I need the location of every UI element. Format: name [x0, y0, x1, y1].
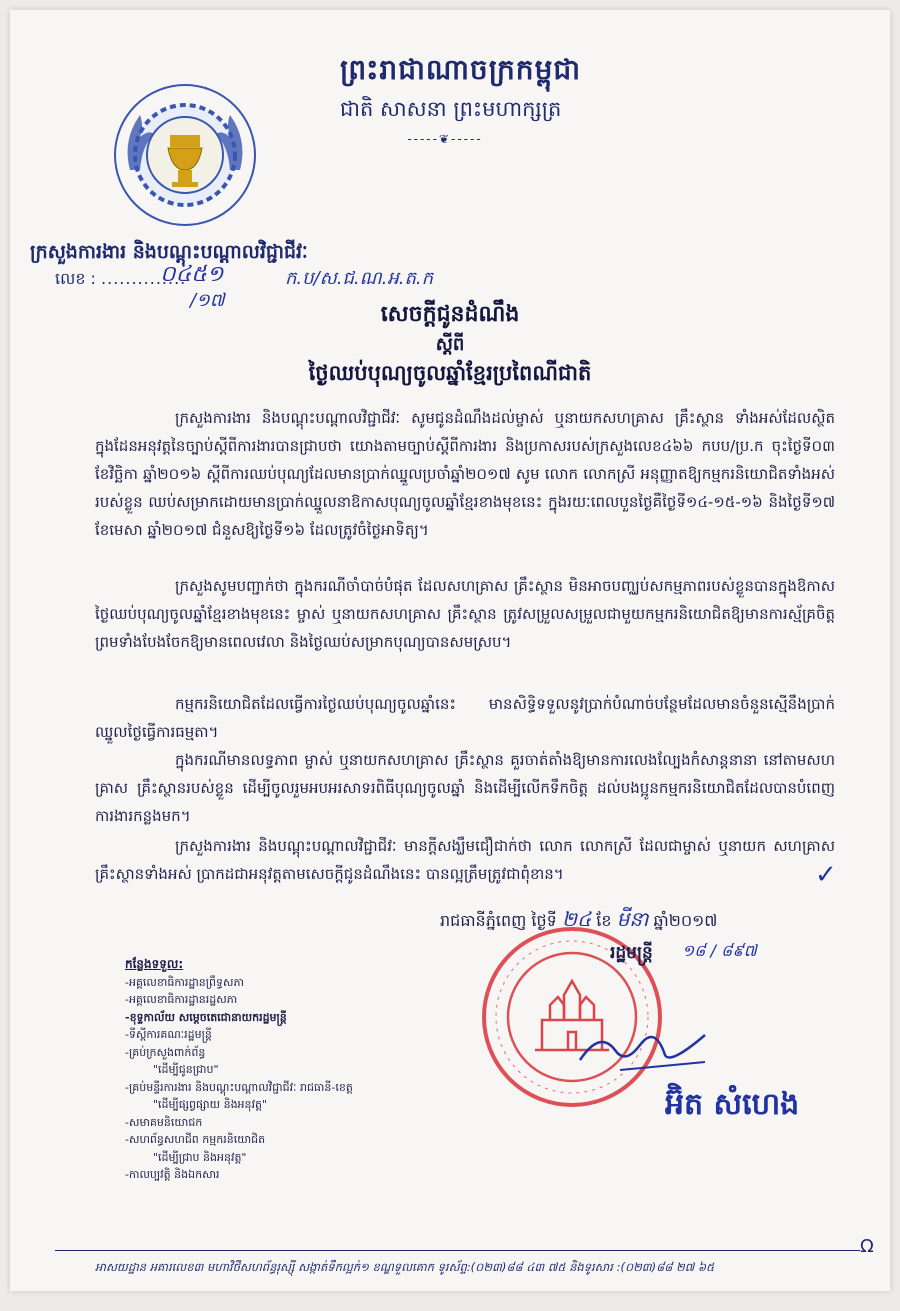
date-place: រាជធានីភ្នំពេញ ថ្ងៃទី — [440, 911, 557, 930]
reference-label: លេខ : — [55, 269, 96, 288]
recipient-item: -គ្រប់ក្រសួងពាក់ព័ន្ធ — [125, 1045, 206, 1059]
footer-address: អាសយដ្ឋាន អគារលេខ៣ មហាវិថីសហព័ន្ធរុស្ស៊ី សង្កាត់ទឹកល្អក់១ ខណ្ឌទួលគោក ទូរស័ព្ទ:(០២៣)៨៨ ៤៣ ៧៥ និងទូរសារ :(០២៣)៨៨ ២៧ ៦៥ — [95, 1260, 715, 1274]
recipient-item: -សហព័ន្ធសហជីព កម្មករនិយោជិត — [125, 1133, 266, 1146]
header-ornament: -----❦----- — [407, 132, 483, 146]
date-day: ២៤ — [561, 907, 592, 931]
ministry-emblem-icon — [110, 80, 260, 230]
reference-number: ០៤៥១ — [160, 262, 224, 287]
recipients-list — [125, 956, 353, 1184]
recipient-item: "ដើម្បីជ្រាប និងអនុវត្ត" — [153, 1150, 247, 1164]
recipient-item: -គ្រប់មន្ទីរការងារ និងបណ្តុះបណ្តាលវិជ្ជាជីវៈ រាជធានី-ខេត្ត — [125, 1080, 353, 1094]
nation-motto: ជាតិ សាសនា ព្រះមហាក្សត្រ — [340, 97, 562, 121]
signature-icon — [570, 1020, 710, 1080]
recipient-item: -ខុទ្ទកាល័យ សម្តេចតេជោនាយករដ្ឋមន្ត្រី — [125, 1010, 287, 1024]
ministry-name: ក្រសួងការងារ និងបណ្តុះបណ្តាលវិជ្ជាជីវៈ — [30, 241, 308, 263]
date-year: ឆ្នាំ២០១៧ — [653, 911, 718, 930]
notice-about: ស្តីពី — [435, 334, 465, 355]
reference-year: /១៧ — [190, 290, 225, 311]
body-paragraph: ក្រសួងការងារ និងបណ្តុះបណ្តាលវិជ្ជាជីវៈ សូមជូនដំណឹងដល់ម្ចាស់ ឬនាយកសហគ្រាស គ្រឹះស្ថាន ទាំងអស់ដែលស្ថិតក្នុងដែនអនុវត្តនៃច្បាប់ស្តីពីការងារបានជ្រាបថា យោងតាមច្បាប់ស្តីពីការងារ និងប្រកាសរបស់ក្រសួងលេខ៤៦៦ កបប/ប្រ.ក ចុះថ្ងៃទី០៣ ខែវិច្ឆិកា ឆ្នាំ២០១៦ ស្តីពីការឈប់បុណ្យដែលមានប្រាក់ឈ្នួលប្រចាំឆ្នាំ២០១៧ សូម លោក លោកស្រី អនុញ្ញាតឱ្យកម្មករនិយោជិតទាំងអស់របស់ខ្លួន ឈប់សម្រាកដោយមានប្រាក់ឈ្នួលនាឱកាសបុណ្យចូលឆ្នាំខ្មែរខាងមុខនេះ ក្នុងរយៈពេលបួនថ្ងៃគឺថ្ងៃទី១៤-១៥-១៦ និងថ្ងៃទី១៧ ខែមេសា ឆ្នាំ២០១៧ ជំនួសឱ្យថ្ងៃទី១៦ ដែលត្រូវចំថ្ងៃអាទិត្យ។ — [95, 409, 835, 539]
body-paragraph: ក្នុងករណីមានលទ្ធភាព ម្ចាស់ ឬនាយកសហគ្រាស គ្រឹះស្ថាន គួរចាត់តាំងឱ្យមានការលេងល្បែងកំសាន្តនានា នៅតាមសហគ្រាស គ្រឹះស្ថានរបស់ខ្លួន ដើម្បីចូលរួមអបអរសាទរពិធីបុណ្យចូលឆ្នាំ និងដើម្បីលើកទឹកចិត្ត ដល់បងប្អូនកម្មករនិយោជិតដែលបានបំពេញការងារកន្លងមក។ — [95, 751, 835, 825]
document-page — [10, 10, 890, 1291]
recipient-item: -អគ្គលេខាធិការដ្ឋានរដ្ឋសភា — [125, 993, 238, 1006]
handwritten-tick-icon: ✓ — [815, 860, 837, 890]
reference-dots: .............. — [101, 269, 187, 288]
body-paragraph: ក្រសួងសូមបញ្ជាក់ថា ក្នុងករណីចាំបាច់បំផុត ដែលសហគ្រាស គ្រឹះស្ថាន មិនអាចបញ្ឈប់សកម្មភាពរបស់ខ្លួនបានក្នុងឱកាសថ្ងៃឈប់បុណ្យចូលឆ្នាំខ្មែរខាងមុខនេះ ម្ចាស់ ឬនាយកសហគ្រាស គ្រឹះស្ថាន ត្រូវសម្រួលសម្រួលជាមួយកម្មករនិយោជិតឱ្យមានការស្ម័គ្រចិត្ត ព្រមទាំងបែងចែកឱ្យមានពេលវេលា និងថ្ងៃឈប់សម្រាកបុណ្យបានសមស្រប។ — [95, 577, 835, 651]
recipient-item: -សមាគមនិយោជក — [125, 1115, 203, 1129]
recipient-item: "ដើម្បីជូនជ្រាប" — [153, 1063, 219, 1076]
recipient-item: -ទីស្តីការគណៈរដ្ឋមន្ត្រី — [125, 1028, 212, 1041]
notice-title: សេចក្តីជូនដំណឹង — [380, 302, 520, 327]
date-month: មីនា — [616, 907, 649, 931]
notice-subject: ថ្ងៃឈប់បុណ្យចូលឆ្នាំខ្មែរប្រពៃណីជាតិ — [308, 361, 592, 385]
minister-title: រដ្ឋមន្ត្រី — [610, 943, 653, 963]
footer-divider — [55, 1250, 860, 1251]
handwritten-note: ១៨ / ៨៩៧ — [682, 941, 757, 960]
date-month-label: ខែ — [596, 911, 612, 930]
kingdom-heading: ព្រះរាជាណាចក្រកម្ពុជា — [340, 53, 582, 86]
recipient-item: "ដើម្បីផ្សព្វផ្សាយ និងអនុវត្ត" — [153, 1098, 268, 1111]
recipient-item: -អគ្គលេខាធិការដ្ឋានព្រឹទ្ធសភា — [125, 975, 244, 989]
reference-code: ក.ប/ស.ជ.ណ.អ.ត.ក — [285, 268, 434, 289]
minister-name: អ៊ិត សំហេង — [665, 1087, 800, 1122]
body-paragraph: ក្រសួងការងារ និងបណ្តុះបណ្តាលវិជ្ជាជីវៈ មានក្តីសង្ឃឹមជឿជាក់ថា លោក លោកស្រី ដែលជាម្ចាស់ ឬនាយក សហគ្រាស គ្រឹះស្ថានទាំងអស់ ប្រាកដជាអនុវត្តតាមសេចក្តីជូនដំណឹងនេះ បានល្អត្រឹមត្រូវជាពុំខាន។ — [95, 837, 835, 883]
page-mark: Ω — [860, 1236, 874, 1257]
recipients-heading: កន្លែងទទួល: — [125, 957, 184, 971]
body-paragraph: កម្មករនិយោជិតដែលធ្វើការថ្ងៃឈប់បុណ្យចូលឆ្នាំនេះ មានសិទ្ធិទទួលនូវប្រាក់បំណាច់បន្ថែមដែលមានចំនួនស្មើនឹងប្រាក់ឈ្នួលថ្ងៃធ្វើការធម្មតា។ — [95, 695, 835, 741]
recipient-item: -កាលប្បវត្តិ និងឯកសារ — [125, 1168, 220, 1181]
